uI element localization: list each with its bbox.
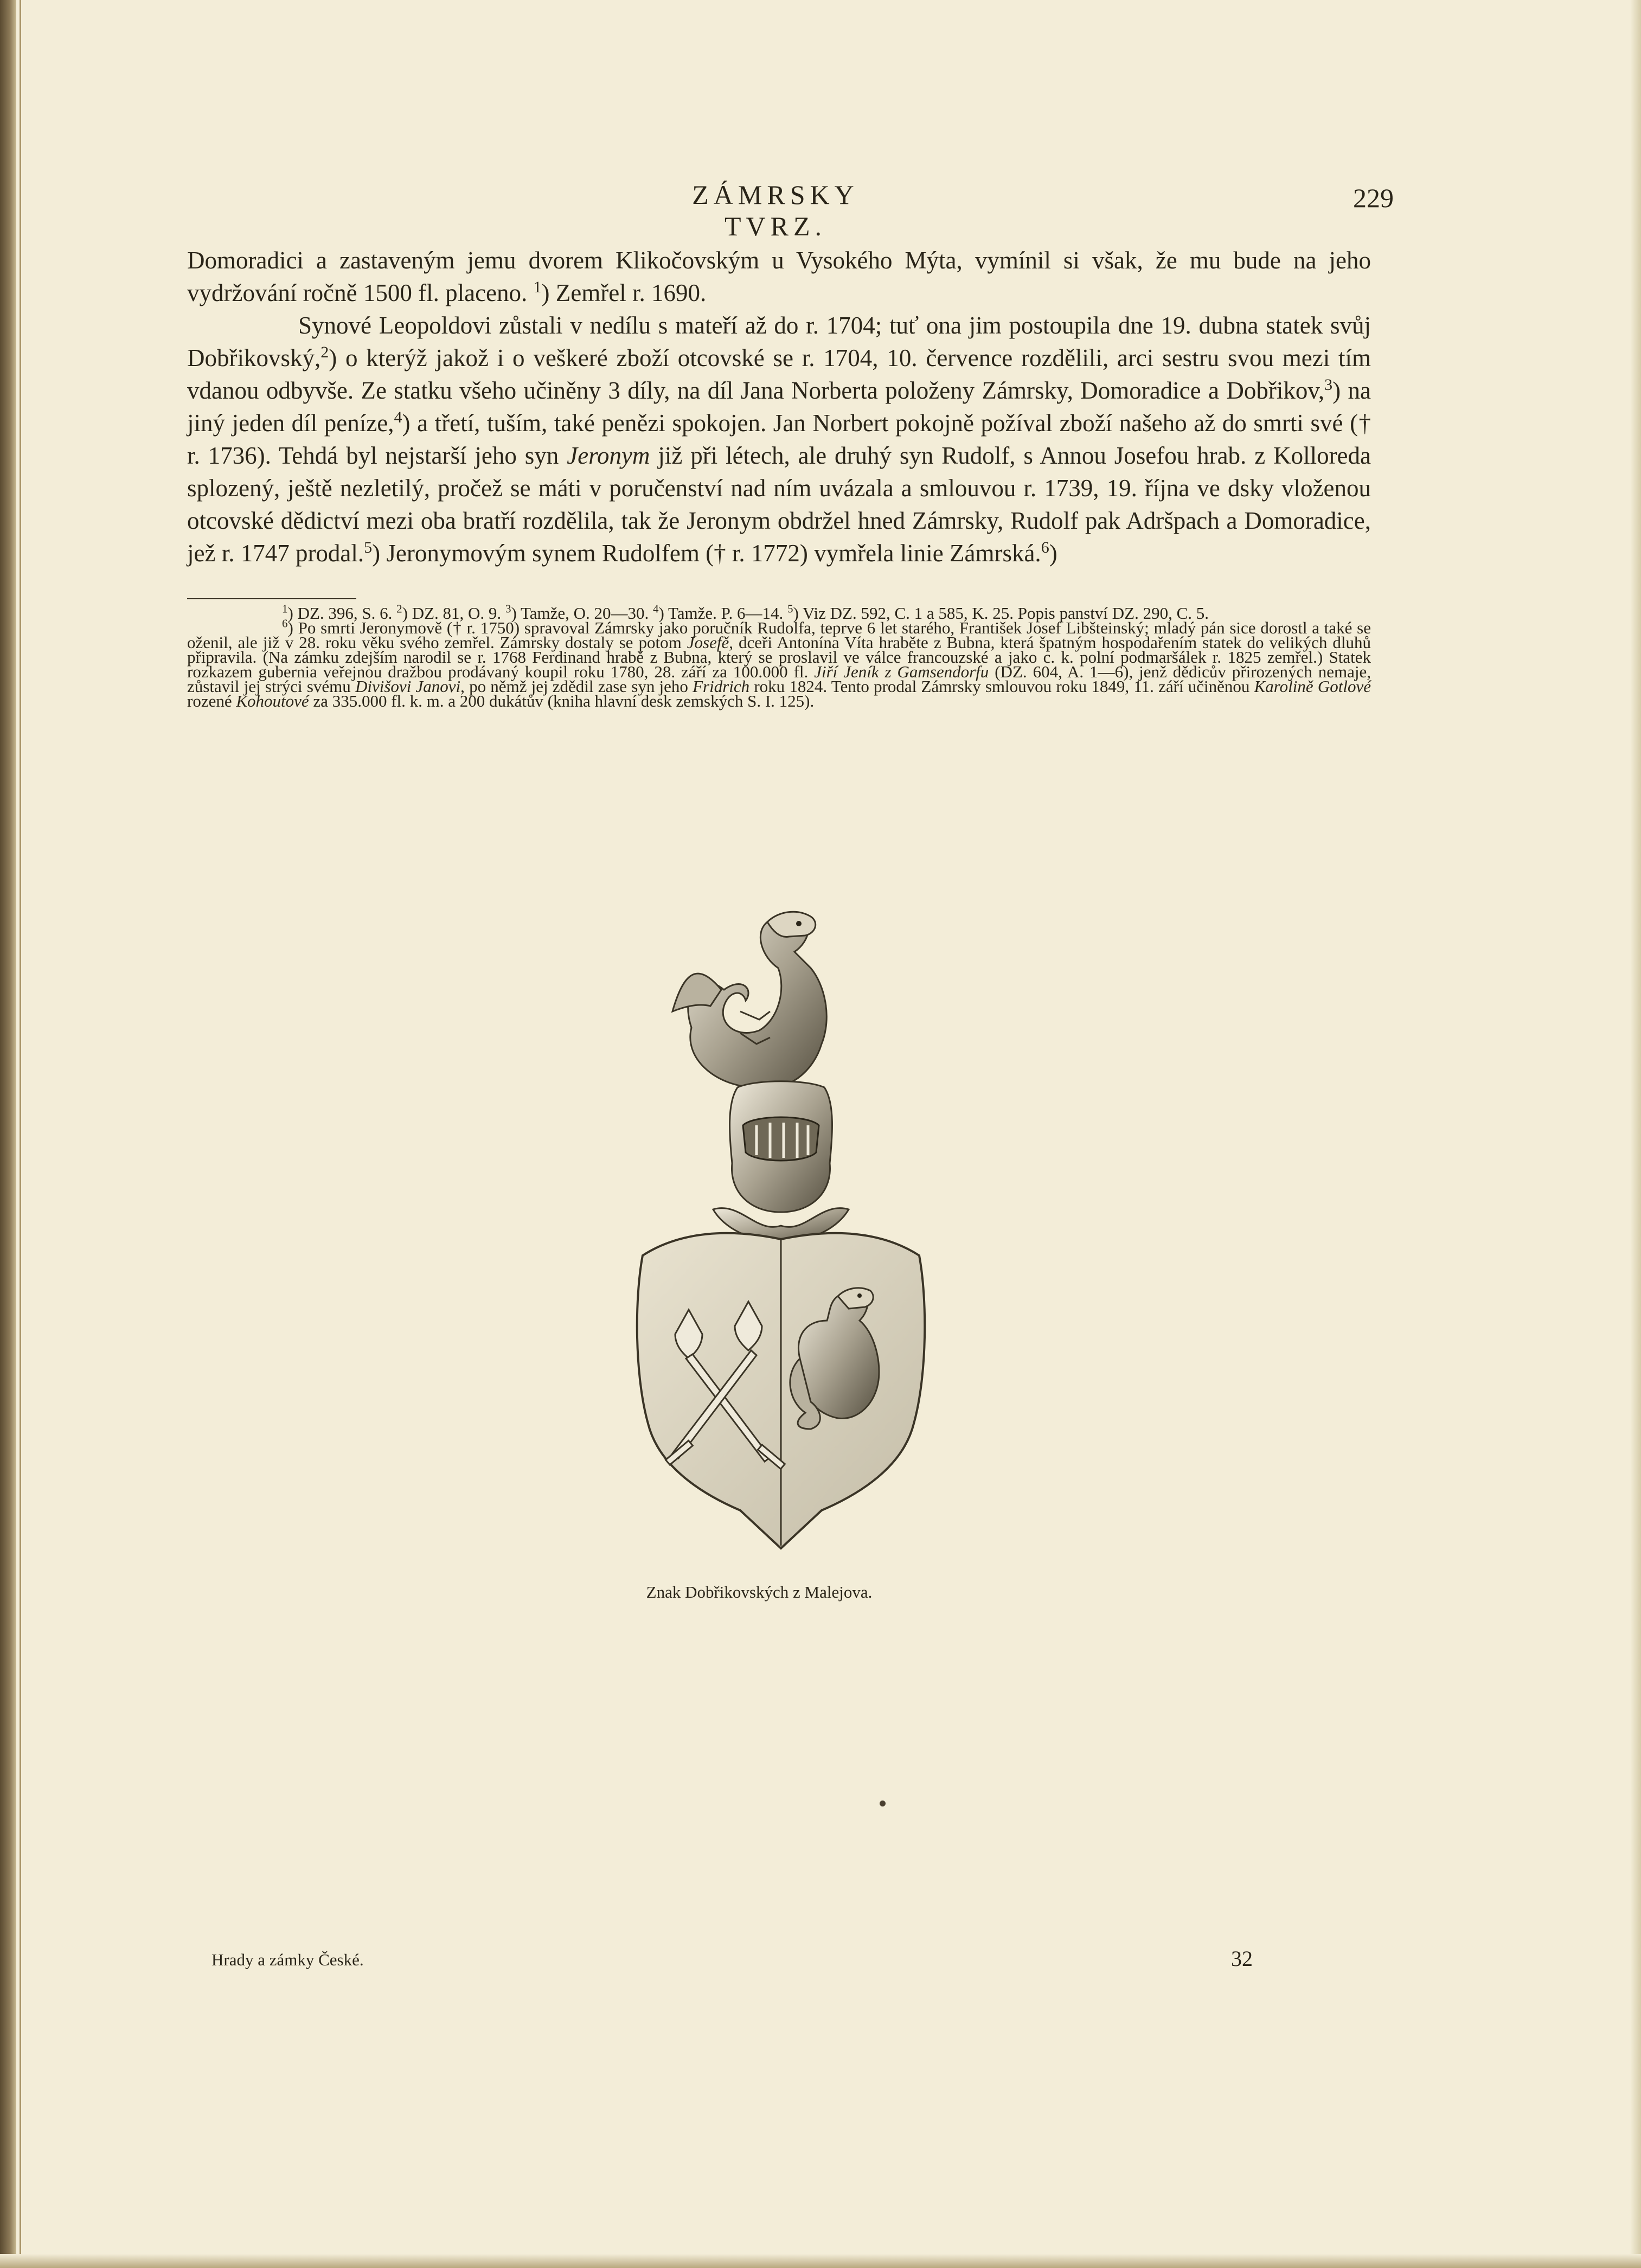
footnote-text: ) Tamže. P. 6—14. [658, 604, 787, 623]
footnote-text: ) DZ. 81, O. 9. [402, 604, 505, 623]
page-bottom-edge [0, 2254, 1641, 2268]
italic-name: Karolině Gotlové [1254, 677, 1371, 696]
paragraph-1 [187, 244, 1371, 309]
footnote-text: (DZ. 604, A. 1—6), jenž dědicův přirozených nemaje, zůstavil jej strýci svému [187, 662, 1371, 696]
text-run: ) [1049, 540, 1057, 567]
text-run: Domoradici a zastaveným jemu dvorem Klikočovským u Vysokého Mýta, vymínil si však, že mu bude na jeho vydržování ročně 1500 fl. placeno. [187, 247, 1371, 306]
footnote-mark: 1 [533, 278, 542, 296]
text-run: ) Jeronymovým synem Rudolfem († r. 1772) vymřela linie Zámrská. [372, 540, 1041, 567]
footnote-6 [187, 617, 1371, 710]
italic-name: Jeronym [567, 442, 650, 469]
ink-speck [880, 1801, 886, 1806]
footnote-mark: 4 [394, 408, 402, 426]
footnote-text: ) Tamže, O. 20—30. [511, 604, 653, 623]
footnote-text: roku 1824. Tento prodal Zámrsky smlouvou roku 1849, 11. září učiněnou [749, 677, 1254, 696]
footnote-text: , dceři Antonína Víta hraběte z Bubna, která špatným hospodařením statek do velikých dluhů připravila. (Na zámku zdejším narodil se r. 1768 Ferdinand hrabě z Bubna, který se proslavil ve válce francouzské a jako c. k. polní podmaršálek r. 1825 zemřel.) Statek rozkazem gubernia veřejnou dražbou prodávaný koupil roku 1780, 28. září za 100.000 fl. [187, 633, 1371, 681]
footnote-text: ) DZ. 396, S. 6. [287, 604, 397, 623]
text-run: ) na jiný jeden díl peníze, [187, 377, 1371, 437]
footnote-mark: 5 [364, 539, 373, 556]
footnote-mark: 4 [653, 602, 659, 616]
page-number: 229 [1353, 183, 1394, 213]
italic-name: Divišovi Janovi [355, 677, 461, 696]
footnote-text: ) Po smrti Jeronymově († r. 1750) spravoval Zámrsky jako poručník Rudolfa, teprve 6 let starého, František Josef Libšteinský; mladý pán sice dorostl a také se oženil, ale již v 28. roku věku svého zemřel. Zámrsky dostaly se potom [187, 618, 1371, 652]
text-run: ) Zemřel r. 1690. [541, 279, 707, 306]
paragraph-2 [187, 309, 1371, 569]
helmet [713, 1081, 849, 1242]
footnote-mark: 6 [1041, 539, 1049, 556]
italic-name: Kohoutové [236, 691, 309, 710]
running-head-title: ZÁMRSKY TVRZ. [692, 180, 859, 241]
footnote-mark: 3 [1324, 376, 1333, 394]
italic-name: Josefě [687, 633, 729, 652]
text-run: ) a třetí, tuším, také penězi spokojen. Jan Norbert pokojně požíval zboží našeho až do smrti své († r. 1736). Tehdá byl nejstarší jeho syn [187, 409, 1371, 469]
binding-edge-line [20, 0, 21, 2268]
text-run: Synové Leopoldovi zůstali v nedílu s mateří až do r. 1704; tuť ona jim postoupila dne 19. dubna statek svůj Dobřikovský, [187, 312, 1371, 371]
crest-beast-fishtail [672, 912, 826, 1088]
footnote-text: ) Viz DZ. 592, C. 1 a 585, K. 25. Popis panství DZ. 290, C. 5. [793, 604, 1209, 623]
shield [637, 1233, 925, 1548]
text-run: již při létech, ale druhý syn Rudolf, s Annou Josefou hrab. z Kolloreda splozený, ještě nezletilý, pročež se máti v poručenství nad ním uvázala a smlouvou r. 1739, 19. října ve dsky vloženou otcovské dědictví mezi oba bratří rozdělila, tak že Jeronym obdržel hned Zámrsky, Rudolf pak Adršpach a Domoradice, jež r. 1747 prodal. [187, 442, 1371, 567]
footnotes [187, 602, 1371, 710]
footnote-mark: 2 [396, 602, 402, 616]
body-text [187, 244, 1371, 569]
page-edge-shadow [1630, 0, 1641, 2268]
book-binding [0, 0, 16, 2268]
italic-name: Fridrich [693, 677, 750, 696]
footnote-rule [187, 598, 356, 599]
footnote-mark: 1 [282, 602, 288, 616]
text-run: ) o kterýž jakož i o veškeré zboží otcovské se r. 1704, 10. července rozdělili, arci sestru svou mezi tím vdanou odbyvše. Ze statku všeho učiněny 3 díly, na díl Jana Norberta položeny Zámrsky, Domoradice a Dobřikov, [187, 344, 1371, 404]
footnote-text: , po němž jej zdědil zase syn jeho [460, 677, 693, 696]
footnote-text: rozené [187, 691, 236, 710]
footnote-mark: 3 [505, 602, 511, 616]
footnote-mark: 2 [320, 343, 329, 361]
italic-name: Jiří Jeník z Gamsendorfu [814, 662, 989, 681]
footer-signature-number: 32 [1231, 1946, 1253, 1971]
footnote-text: za 335.000 fl. k. m. a 200 dukátův (kniha hlavní desk zemských S. I. 125). [309, 691, 815, 710]
footer-signature-title: Hrady a zámky České. [211, 1950, 364, 1969]
footnote-mark: 5 [787, 602, 793, 616]
coat-of-arms-illustration [632, 908, 930, 1581]
footnote-mark: 6 [282, 617, 288, 630]
figure-caption: Znak Dobřikovských z Malejova. [646, 1583, 873, 1601]
